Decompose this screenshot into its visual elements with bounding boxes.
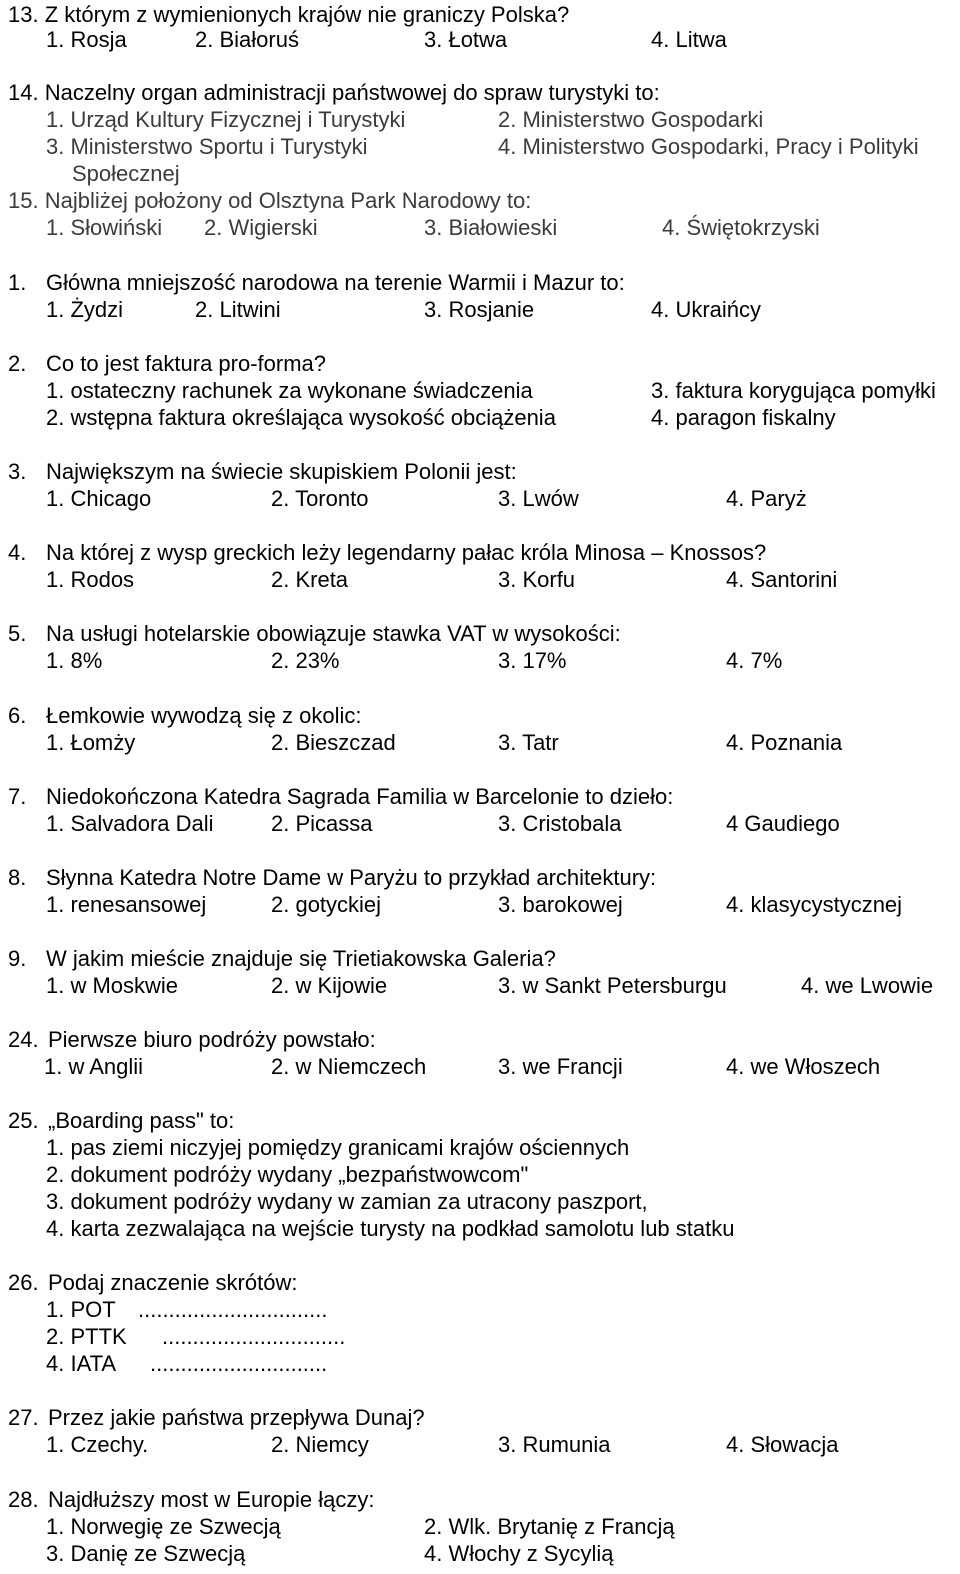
answer-3-2: 2. Toronto bbox=[271, 486, 369, 511]
answer-14-1: 1. Urząd Kultury Fizycznej i Turystyki bbox=[46, 107, 406, 132]
answer-2-4: 4. paragon fiskalny bbox=[651, 405, 836, 430]
answer-8-4: 4. klasycystycznej bbox=[726, 892, 903, 917]
question-9-number: 9. bbox=[8, 946, 27, 971]
answer-1-2: 2. Litwini bbox=[195, 297, 281, 322]
answer-26-2: 2. PTTK bbox=[46, 1324, 127, 1349]
answer-2-2: 2. wstępna faktura określająca wysokość obciążenia bbox=[46, 405, 556, 430]
answer-26-1: 1. POT bbox=[46, 1297, 116, 1322]
answer-9-3: 3. w Sankt Petersburgu bbox=[498, 973, 727, 998]
answer-28-2: 2. Wlk. Brytanię z Francją bbox=[424, 1514, 675, 1539]
answer-24-3: 3. we Francji bbox=[498, 1054, 623, 1079]
answer-7-1: 1. Salvadora Dali bbox=[46, 811, 214, 836]
answer-27-3: 3. Rumunia bbox=[498, 1432, 611, 1457]
answer-3-4: 4. Paryż bbox=[726, 486, 807, 511]
answer-5-4: 4. 7% bbox=[726, 648, 783, 673]
answer-2-3: 3. faktura korygująca pomyłki bbox=[651, 378, 936, 403]
answer-1-1: 1. Żydzi bbox=[46, 297, 124, 322]
answer-4-2: 2. Kreta bbox=[271, 567, 349, 592]
answer-1-3: 3. Rosjanie bbox=[424, 297, 535, 322]
answer-9-2: 2. w Kijowie bbox=[271, 973, 388, 998]
answer-3-1: 1. Chicago bbox=[46, 486, 152, 511]
answer-3-3: 3. Lwów bbox=[498, 486, 579, 511]
question-24-number: 24. bbox=[8, 1027, 39, 1052]
question-24: Pierwsze biuro podróży powstało: bbox=[48, 1027, 376, 1052]
answer-13-1: 1. Rosja bbox=[46, 27, 127, 52]
answer-28-3: 3. Danię ze Szwecją bbox=[46, 1541, 246, 1566]
answer-6-3: 3. Tatr bbox=[498, 730, 559, 755]
answer-15-1: 1. Słowiński bbox=[46, 215, 163, 240]
question-28-number: 28. bbox=[8, 1487, 39, 1512]
answer-27-2: 2. Niemcy bbox=[271, 1432, 369, 1457]
question-8: Słynna Katedra Notre Dame w Paryżu to przykład architektury: bbox=[46, 865, 657, 890]
answer-24-2: 2. w Niemczech bbox=[271, 1054, 427, 1079]
answer-26-1-blank: ............................... bbox=[138, 1297, 328, 1322]
question-27: Przez jakie państwa przepływa Dunaj? bbox=[48, 1405, 425, 1430]
question-9: W jakim mieście znajduje się Trietiakowska Galeria? bbox=[46, 946, 556, 971]
question-26-number: 26. bbox=[8, 1270, 39, 1295]
question-3: Największym na świecie skupiskiem Polonii jest: bbox=[46, 459, 517, 484]
question-15: 15. Najbliżej położony od Olsztyna Park Narodowy to: bbox=[8, 188, 532, 213]
answer-26-3-blank: ............................. bbox=[150, 1351, 328, 1376]
question-8-number: 8. bbox=[8, 865, 27, 890]
answer-25-1: 1. pas ziemi niczyjej pomiędzy granicami krajów ościennych bbox=[46, 1135, 630, 1160]
answer-6-2: 2. Bieszczad bbox=[271, 730, 396, 755]
question-2-number: 2. bbox=[8, 351, 27, 376]
answer-6-1: 1. Łomży bbox=[46, 730, 136, 755]
question-14: 14. Naczelny organ administracji państwowej do spraw turystyki to: bbox=[8, 80, 660, 105]
question-6: Łemkowie wywodzą się z okolic: bbox=[46, 703, 362, 728]
question-26: Podaj znaczenie skrótów: bbox=[48, 1270, 298, 1295]
question-3-number: 3. bbox=[8, 459, 27, 484]
answer-4-4: 4. Santorini bbox=[726, 567, 838, 592]
answer-27-4: 4. Słowacja bbox=[726, 1432, 839, 1457]
answer-27-1: 1. Czechy. bbox=[46, 1432, 149, 1457]
answer-13-4: 4. Litwa bbox=[651, 27, 727, 52]
question-7-number: 7. bbox=[8, 784, 27, 809]
answer-1-4: 4. Ukraińcy bbox=[651, 297, 762, 322]
question-27-number: 27. bbox=[8, 1405, 39, 1430]
answer-25-2: 2. dokument podróży wydany „bezpaństwowcom" bbox=[46, 1162, 529, 1187]
question-4-number: 4. bbox=[8, 540, 27, 565]
answer-14-3: 3. Ministerstwo Sportu i Turystyki bbox=[46, 134, 368, 159]
answer-5-1: 1. 8% bbox=[46, 648, 103, 673]
answer-7-2: 2. Picassa bbox=[271, 811, 373, 836]
question-25: „Boarding pass" to: bbox=[48, 1108, 235, 1133]
answer-14-4: 4. Ministerstwo Gospodarki, Pracy i Polityki bbox=[498, 134, 919, 159]
question-13: 13. Z którym z wymienionych krajów nie graniczy Polska? bbox=[8, 2, 570, 27]
question-25-number: 25. bbox=[8, 1108, 39, 1133]
answer-25-4: 4. karta zezwalająca na wejście turysty na podkład samolotu lub statku bbox=[46, 1216, 735, 1241]
answer-14-4-continued: Społecznej bbox=[72, 161, 180, 186]
answer-7-3: 3. Cristobala bbox=[498, 811, 622, 836]
question-28: Najdłuższy most w Europie łączy: bbox=[48, 1487, 375, 1512]
question-6-number: 6. bbox=[8, 703, 27, 728]
answer-26-2-blank: .............................. bbox=[162, 1324, 346, 1349]
answer-14-2: 2. Ministerstwo Gospodarki bbox=[498, 107, 764, 132]
answer-8-3: 3. barokowej bbox=[498, 892, 623, 917]
answer-15-4: 4. Świętokrzyski bbox=[662, 215, 820, 240]
answer-8-2: 2. gotyckiej bbox=[271, 892, 382, 917]
question-7: Niedokończona Katedra Sagrada Familia w Barcelonie to dzieło: bbox=[46, 784, 674, 809]
answer-13-2: 2. Białoruś bbox=[195, 27, 299, 52]
answer-8-1: 1. renesansowej bbox=[46, 892, 207, 917]
answer-6-4: 4. Poznania bbox=[726, 730, 843, 755]
answer-4-1: 1. Rodos bbox=[46, 567, 135, 592]
question-2: Co to jest faktura pro-forma? bbox=[46, 351, 327, 376]
answer-5-2: 2. 23% bbox=[271, 648, 340, 673]
question-1: Główna mniejszość narodowa na terenie Warmii i Mazur to: bbox=[46, 270, 625, 295]
answer-24-1: 1. w Anglii bbox=[44, 1054, 144, 1079]
answer-15-2: 2. Wigierski bbox=[204, 215, 318, 240]
answer-9-4: 4. we Lwowie bbox=[801, 973, 934, 998]
answer-13-3: 3. Łotwa bbox=[424, 27, 508, 52]
question-5: Na usługi hotelarskie obowiązuje stawka VAT w wysokości: bbox=[46, 621, 621, 646]
answer-28-4: 4. Włochy z Sycylią bbox=[424, 1541, 614, 1566]
answer-15-3: 3. Białowieski bbox=[424, 215, 558, 240]
answer-7-4: 4 Gaudiego bbox=[726, 811, 840, 836]
answer-9-1: 1. w Moskwie bbox=[46, 973, 179, 998]
answer-4-3: 3. Korfu bbox=[498, 567, 576, 592]
answer-5-3: 3. 17% bbox=[498, 648, 567, 673]
question-5-number: 5. bbox=[8, 621, 27, 646]
answer-28-1: 1. Norwegię ze Szwecją bbox=[46, 1514, 281, 1539]
question-1-number: 1. bbox=[8, 270, 27, 295]
answer-24-4: 4. we Włoszech bbox=[726, 1054, 881, 1079]
answer-2-1: 1. ostateczny rachunek za wykonane świadczenia bbox=[46, 378, 533, 403]
answer-26-3: 4. IATA bbox=[46, 1351, 117, 1376]
answer-25-3: 3. dokument podróży wydany w zamian za utracony paszport, bbox=[46, 1189, 648, 1214]
question-4: Na której z wysp greckich leży legendarny pałac króla Minosa – Knossos? bbox=[46, 540, 767, 565]
